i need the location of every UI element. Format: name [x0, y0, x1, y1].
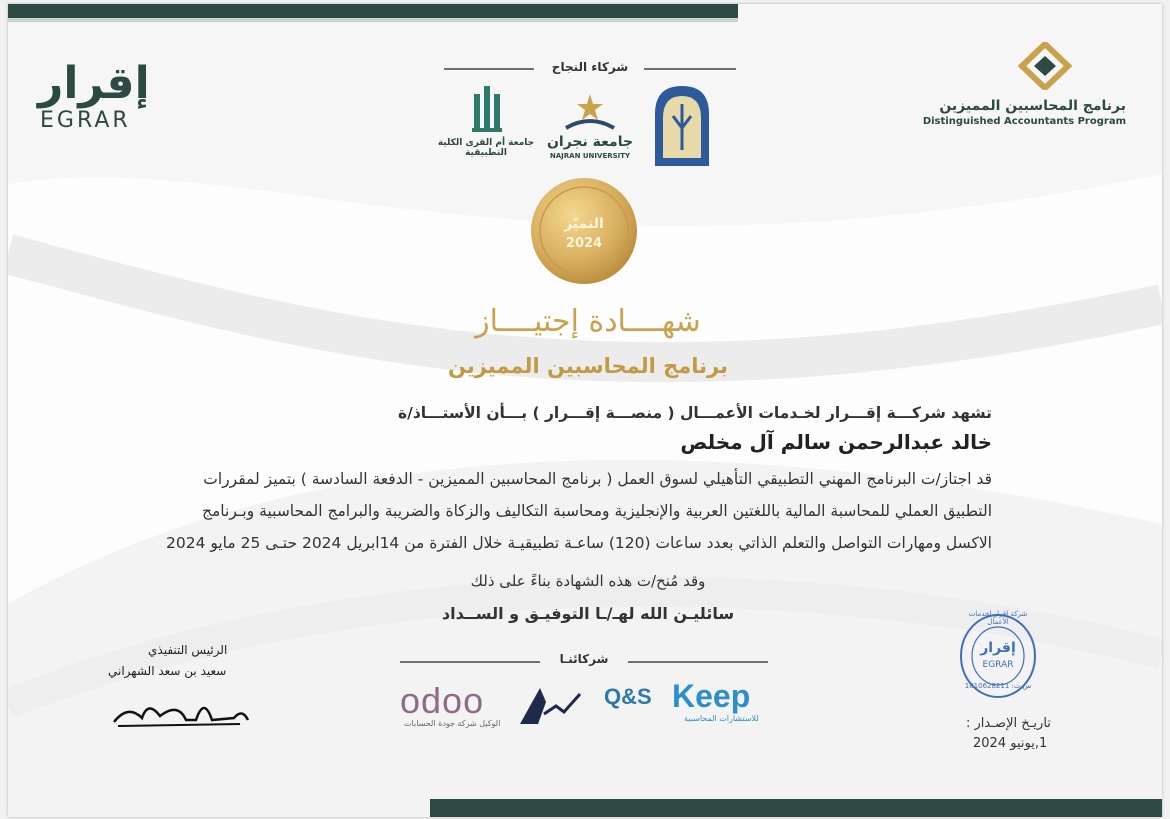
university-1-label: جامعة أم القرى الكلية التطبيقية — [437, 138, 535, 158]
egrar-logo-en: EGRAR — [40, 108, 131, 133]
program-logo-en: Distinguished Accountants Program — [922, 116, 1126, 127]
stamp-center-ar: إقرار — [980, 640, 1016, 656]
signatory-name: سعيد بن سعد الشهراني — [108, 664, 227, 678]
issue-date-label: تاريـخ الإصـدار : — [966, 716, 1051, 731]
our-partners-title: شركائنـا — [559, 652, 609, 666]
umm-alqura-logo-icon — [470, 82, 510, 134]
success-partners-title: شركاء النجاح — [551, 60, 629, 74]
university-3-logo-icon — [651, 84, 713, 168]
qs-logo: Q&S — [604, 684, 652, 709]
najran-logo-icon — [562, 92, 618, 134]
program-logo-ar: برنامج المحاسبين المميزين — [939, 98, 1126, 114]
closing-text: سائليـن الله لهـ/ـا التوفيـق و الســداد — [441, 604, 735, 623]
our-partners-lines — [400, 659, 768, 665]
odoo-subtitle: الوكيل شركة جودة الحسابات — [404, 719, 501, 728]
partners-title-lines — [444, 66, 736, 72]
issue-date-value: 1,يونيو 2024 — [973, 736, 1048, 751]
body-line-2: التطبيق العملي للمحاسبة المالية باللغتين العربية والإنجليزية ومحاسبة التكاليف والزكاة والضريبة والبرامج المحاسبية وبـرنامج — [201, 502, 992, 520]
signatory-title: الرئيس التنفيذي — [148, 643, 228, 657]
body-line-1: قد اجتاز/ت البرنامج المهني التطبيقي التأهيلي لسوق العمل ( برنامج المحاسبين المميزين - الدفعة السادسة ) بتميز لمقررات — [203, 470, 992, 488]
certificate-title: شهــــادة إجتيــــاز — [475, 304, 701, 339]
university-2-label-en: NAJRAN UNIVERSITY — [549, 152, 631, 160]
stamp-company: شركة إقرار لخدمات الأعمال — [968, 610, 1028, 626]
stamp-center-en: EGRAR — [982, 660, 1014, 670]
body-line-3: الاكسل ومهارات التواصل والتعلم الذاتي بعدد ساعات (120) ساعـة تطبيقيـة خلال الفترة من 14ابريل 2024 حتـى 25 مايو 2024 — [165, 534, 992, 552]
handwritten-signature — [108, 694, 258, 734]
keep-logo: Keep — [672, 678, 751, 714]
program-logo-icon — [1018, 42, 1072, 90]
recipient-name: خالد عبدالرحمن سالم آل مخلص — [680, 430, 992, 454]
granted-text: وقد مُنح/ت هذه الشهادة بناءً على ذلك — [470, 572, 706, 590]
keep-subtitle: للاستشارات المحاسبية — [684, 714, 759, 723]
certificate-subtitle: برنامج المحاسبين المميزين — [447, 354, 728, 378]
stamp-cr: س.ت: 1010628211 — [964, 682, 1032, 690]
university-2-label-ar: جامعة نجران — [546, 134, 634, 150]
accounting-quality-logo-icon — [516, 684, 586, 728]
top-bar — [8, 4, 738, 22]
badge-label: التميّز — [564, 216, 604, 232]
egrar-logo-ar: إقرار — [38, 58, 150, 109]
bottom-bar — [430, 799, 1162, 817]
badge-year: 2024 — [565, 236, 603, 251]
odoo-logo: odoo — [400, 680, 485, 721]
certificate-intro: تشهد شركـــة إقـــرار لخـدمات الأعمـــال ( منصـــة إقـــرار ) بـــأن الأستـــاذ/ة — [398, 404, 992, 422]
certificate-page — [8, 4, 1162, 817]
